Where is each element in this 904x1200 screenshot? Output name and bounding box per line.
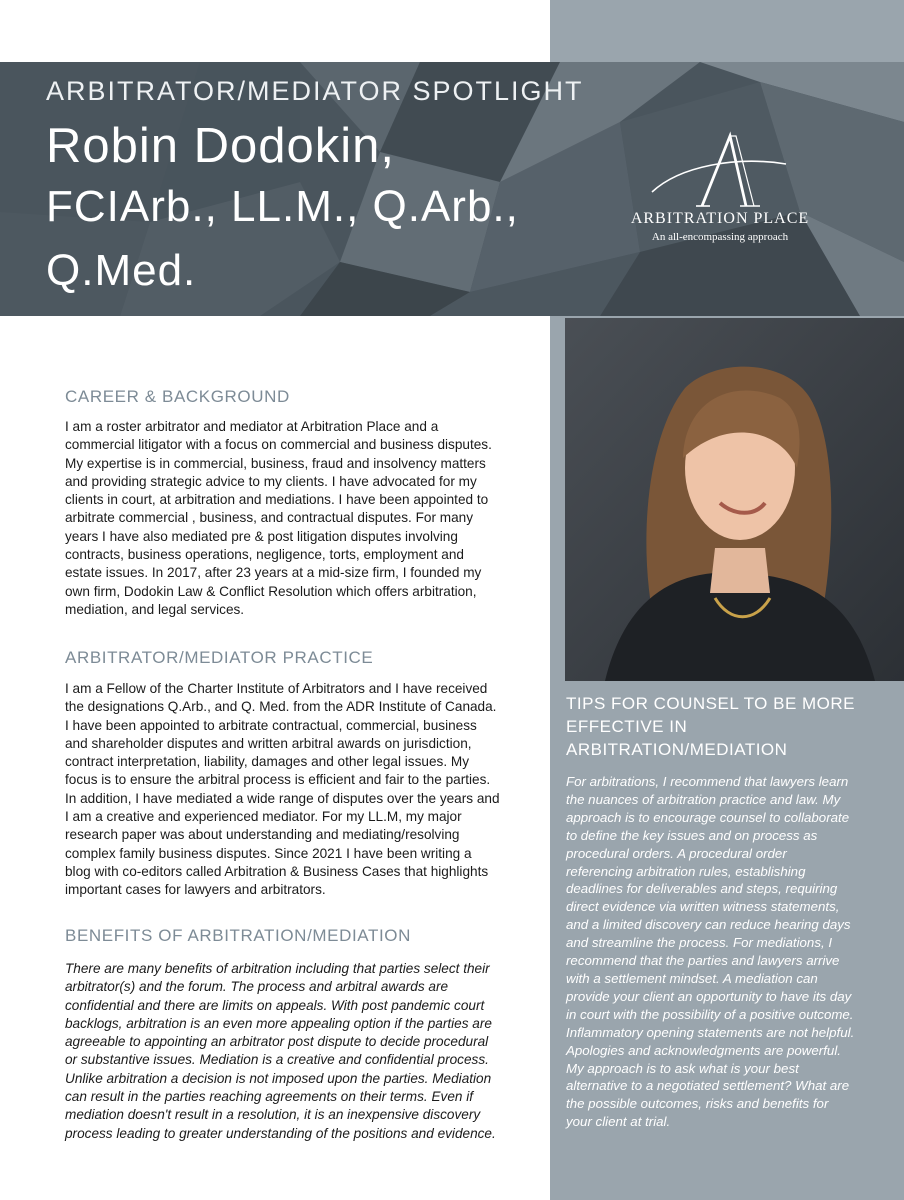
spotlight-kicker: ARBITRATOR/MEDIATOR SPOTLIGHT	[46, 76, 584, 106]
logo-a-mark-icon	[650, 130, 790, 208]
career-heading: CAREER & BACKGROUND	[65, 387, 290, 406]
credentials-line-2: Q.Med.	[46, 246, 197, 295]
portrait-photo	[565, 318, 904, 681]
benefits-body	[65, 960, 500, 1143]
practice-heading: ARBITRATOR/MEDIATOR PRACTICE	[65, 648, 374, 667]
benefits-paragraph: There are many benefits of arbitration including that parties select their arbitrator(s) and the forum. The process and arbitral awards are confidential and there are limits on appeals. With post pandemic court backlogs, arbitration is an even more appealing option if the parties are agreeable to appointing an arbitrator post dispute to decide procedural or substantive issues. Mediation is a creative and confidential process. Unlike arbitration a decision is not imposed upon the parties. Mediation can result in the parties reaching agreements on their terms. Even if mediation doesn't result in a resolution, it is an inexpensive discovery process leading to greater understanding of the positions and evidence.	[65, 961, 496, 1141]
benefits-heading: BENEFITS OF ARBITRATION/MEDIATION	[65, 926, 411, 945]
arbitration-place-logo	[620, 130, 820, 243]
portrait-illustration	[565, 318, 904, 681]
logo-tagline: An all-encompassing approach	[651, 231, 789, 243]
person-name: Robin Dodokin,	[46, 119, 396, 173]
career-body	[65, 418, 500, 619]
tips-paragraph: For arbitrations, I recommend that lawyers learn the nuances of arbitration practice and law. My approach is to encourage counsel to collaborate to define the key issues and on process as procedural orders. A procedural order referencing arbitration rules, establishing deadlines for deliverables and steps, requiring direct evidence via written witness statements, and a limited discovery can reduce hearing days and streamline the process. For mediations, I recommend that the parties and lawyers arrive with a settlement mindset. A mediation can provide your client an opportunity to have its day in court with the possibility of a positive outcome. Inflammatory opening statements are not helpful. Apologies and acknowledgments are powerful. My approach is to ask what is your best alternative to a negotiated settlement? What are the possible outcomes, risks and benefits for your client at trial.	[566, 774, 855, 1130]
credentials-line: FCIArb., LL.M., Q.Arb.,	[46, 182, 519, 231]
practice-paragraph: I am a Fellow of the Charter Institute of Arbitrators and I have received the designations Q.Arb., and Q. Med. from the ADR Institute of Canada. I have been appointed to arbitrate contractual, commercial, business and shareholder disputes and written arbitral awards on jurisdiction, contract interpretation, liability, damages and other legal issues. My focus is to ensure the arbitral process is efficient and fair to the parties. In addition, I have mediated a wide range of disputes over the years and I am a creative and experienced mediator. For my LL.M, my major research paper was about understanding and mediating/resolving complex family business disputes. Since 2021 I have been writing a blog with co-editors called Arbitration & Business Cases that highlights important cases for lawyers and arbitrators.	[65, 681, 500, 898]
tips-heading: TIPS FOR COUNSEL TO BE MORE EFFECTIVE IN ARBITRATION/MEDIATION	[566, 694, 856, 759]
practice-body	[65, 680, 500, 900]
tips-body	[566, 773, 856, 1131]
career-paragraph: I am a roster arbitrator and mediator at Arbitration Place and a commercial litigator with a focus on commercial and business disputes. My expertise is in commercial, business, fraud and insolvency matters and providing strategic advice to my clients. I have advocated for my clients in court, at arbitration and mediations. I have been appointed to arbitrate commercial , business, and contractual disputes. For many years I have also mediated pre & post litigation disputes involving contracts, business operations, negligence, torts, employment and estate issues. In 2017, after 23 years at a mid-size firm, I founded my own firm, Dodokin Law & Conflict Resolution which offers arbitration, mediation, and legal services.	[65, 419, 492, 617]
logo-name: ARBITRATION PLACE	[630, 210, 810, 227]
